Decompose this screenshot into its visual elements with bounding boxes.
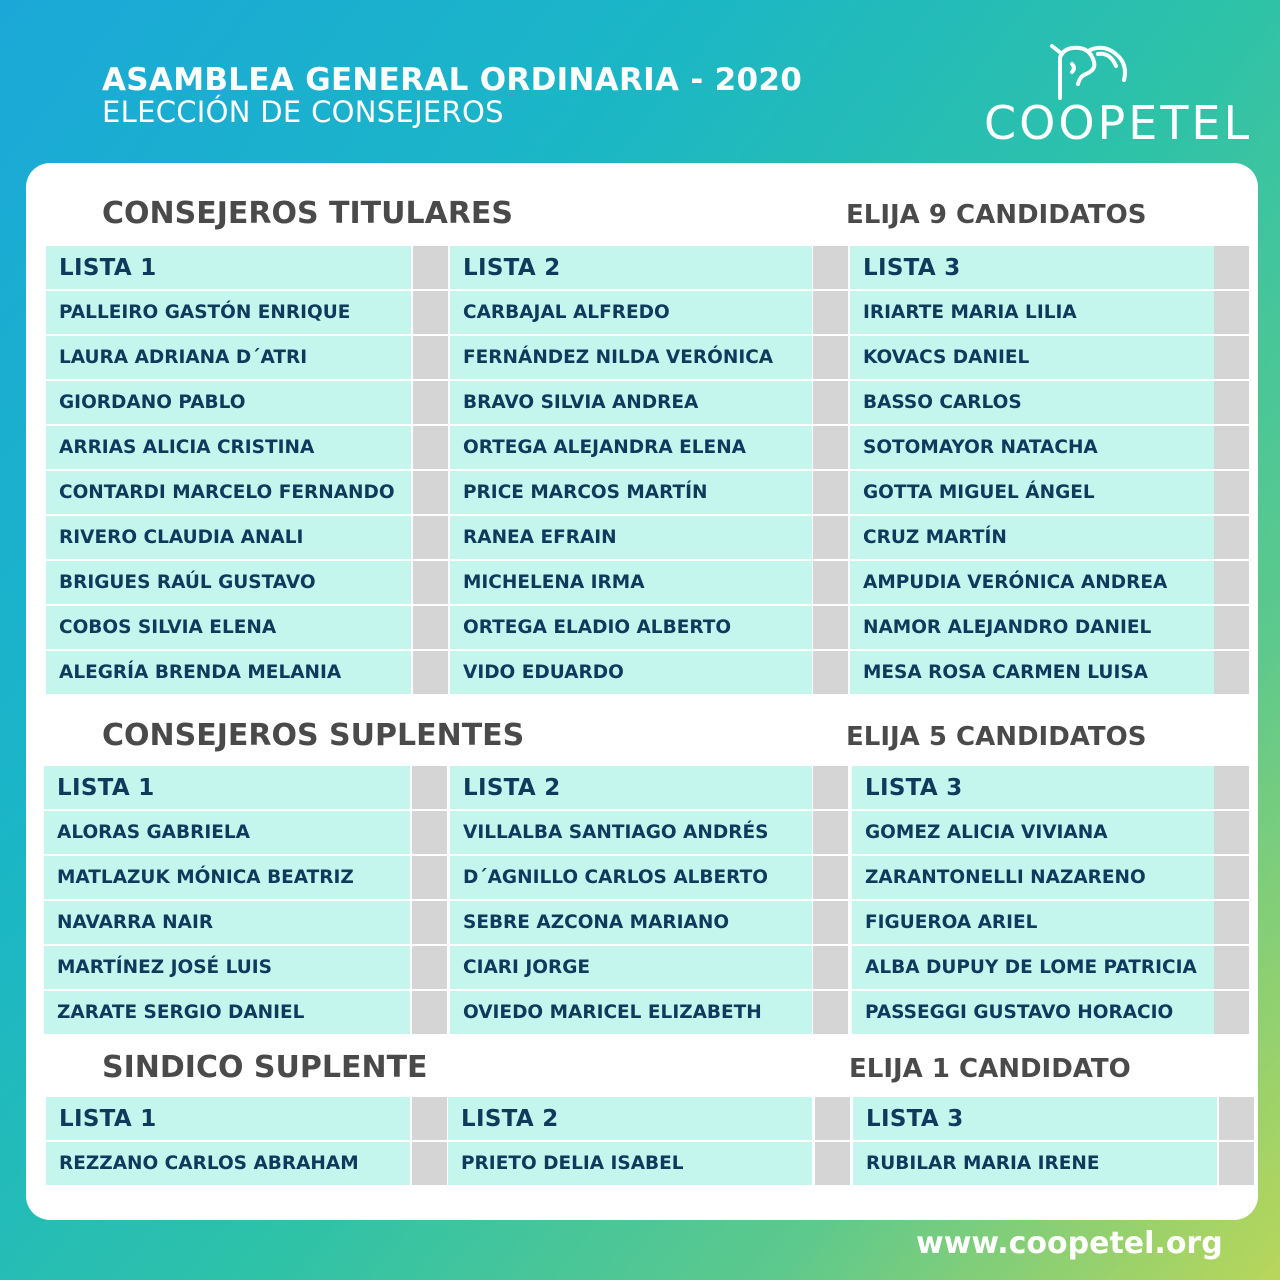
candidate-checkbox[interactable] xyxy=(413,561,448,604)
candidate-row xyxy=(850,381,1214,424)
candidate-name: REZZANO CARLOS ABRAHAM xyxy=(59,1153,359,1174)
candidate-row xyxy=(46,381,411,424)
candidate-name: BASSO CARLOS xyxy=(863,392,1022,413)
candidate-name: GOTTA MIGUEL ÁNGEL xyxy=(863,482,1095,503)
list-name: LISTA 3 xyxy=(865,774,963,801)
candidate-name: GOMEZ ALICIA VIVIANA xyxy=(865,822,1108,843)
candidate-checkbox[interactable] xyxy=(1214,291,1249,334)
section-title: CONSEJEROS SUPLENTES xyxy=(102,718,525,753)
candidate-name: IRIARTE MARIA LILIA xyxy=(863,302,1077,323)
candidate-row xyxy=(850,336,1214,379)
list-header xyxy=(46,246,411,289)
candidate-row xyxy=(46,471,411,514)
candidate-name: CARBAJAL ALFREDO xyxy=(463,302,670,323)
candidate-checkbox[interactable] xyxy=(813,336,848,379)
candidate-name: MARTÍNEZ JOSÉ LUIS xyxy=(57,957,272,978)
list-name: LISTA 3 xyxy=(863,254,961,281)
candidate-name: ARRIAS ALICIA CRISTINA xyxy=(59,437,315,458)
candidate-checkbox[interactable] xyxy=(813,811,848,854)
candidate-checkbox[interactable] xyxy=(813,561,848,604)
candidate-row xyxy=(850,651,1214,694)
candidate-row xyxy=(850,471,1214,514)
candidate-checkbox[interactable] xyxy=(815,1142,850,1185)
candidate-checkbox[interactable] xyxy=(1214,856,1249,899)
list-name: LISTA 3 xyxy=(866,1105,964,1132)
candidate-name: VILLALBA SANTIAGO ANDRÉS xyxy=(463,822,769,843)
candidate-row xyxy=(450,471,812,514)
candidate-name: ORTEGA ALEJANDRA ELENA xyxy=(463,437,746,458)
candidate-checkbox[interactable] xyxy=(813,651,848,694)
candidate-checkbox[interactable] xyxy=(413,336,448,379)
candidate-row xyxy=(44,991,410,1034)
candidate-row xyxy=(850,561,1214,604)
candidate-name: CONTARDI MARCELO FERNANDO xyxy=(59,482,395,503)
list-header-checkbox xyxy=(1214,246,1249,289)
list-header xyxy=(853,1097,1217,1140)
candidate-checkbox[interactable] xyxy=(412,1142,447,1185)
candidate-name: RIVERO CLAUDIA ANALI xyxy=(59,527,304,548)
candidate-row xyxy=(850,426,1214,469)
section-instruction: ELIJA 5 CANDIDATOS xyxy=(846,722,1147,752)
candidate-row xyxy=(450,606,812,649)
candidate-checkbox[interactable] xyxy=(813,471,848,514)
candidate-checkbox[interactable] xyxy=(813,901,848,944)
candidate-checkbox[interactable] xyxy=(1214,811,1249,854)
list-header xyxy=(44,766,410,809)
candidate-checkbox[interactable] xyxy=(813,606,848,649)
candidate-row xyxy=(46,426,411,469)
candidate-row xyxy=(450,381,812,424)
candidate-name: ALORAS GABRIELA xyxy=(57,822,250,843)
candidate-row xyxy=(450,291,812,334)
candidate-checkbox[interactable] xyxy=(813,426,848,469)
candidate-checkbox[interactable] xyxy=(813,856,848,899)
candidate-name: PALLEIRO GASTÓN ENRIQUE xyxy=(59,302,351,323)
candidate-name: ALBA DUPUY DE LOME PATRICIA xyxy=(865,957,1197,978)
candidate-checkbox[interactable] xyxy=(813,516,848,559)
list-header-checkbox xyxy=(815,1097,850,1140)
candidate-row xyxy=(46,606,411,649)
list-header xyxy=(850,246,1214,289)
candidate-name: D´AGNILLO CARLOS ALBERTO xyxy=(463,867,768,888)
list-header-checkbox xyxy=(1214,766,1249,809)
section-title: CONSEJEROS TITULARES xyxy=(102,196,514,231)
candidate-name: OVIEDO MARICEL ELIZABETH xyxy=(463,1002,762,1023)
candidate-row xyxy=(450,651,812,694)
candidate-checkbox[interactable] xyxy=(413,426,448,469)
candidate-checkbox[interactable] xyxy=(412,856,447,899)
candidate-name: PASSEGGI GUSTAVO HORACIO xyxy=(865,1002,1174,1023)
candidate-row xyxy=(450,901,812,944)
candidate-row xyxy=(46,291,411,334)
candidate-checkbox[interactable] xyxy=(412,901,447,944)
candidate-name: RANEA EFRAIN xyxy=(463,527,617,548)
candidate-checkbox[interactable] xyxy=(413,516,448,559)
candidate-checkbox[interactable] xyxy=(813,946,848,989)
candidate-row xyxy=(852,811,1214,854)
candidate-row xyxy=(44,946,410,989)
list-name: LISTA 2 xyxy=(461,1105,559,1132)
candidate-row xyxy=(44,811,410,854)
candidate-checkbox[interactable] xyxy=(1214,516,1249,559)
candidate-row xyxy=(44,901,410,944)
candidate-row xyxy=(850,606,1214,649)
candidate-name: NAMOR ALEJANDRO DANIEL xyxy=(863,617,1152,638)
candidate-row xyxy=(853,1142,1217,1185)
candidate-row xyxy=(46,561,411,604)
candidate-name: RUBILAR MARIA IRENE xyxy=(866,1153,1100,1174)
candidate-name: ZARANTONELLI NAZARENO xyxy=(865,867,1146,888)
candidate-checkbox[interactable] xyxy=(1214,471,1249,514)
candidate-checkbox[interactable] xyxy=(1214,606,1249,649)
logo-text: COOPETEL xyxy=(984,96,1253,150)
candidate-name: LAURA ADRIANA D´ATRI xyxy=(59,347,308,368)
list-header xyxy=(46,1097,410,1140)
candidate-name: COBOS SILVIA ELENA xyxy=(59,617,277,638)
candidate-row xyxy=(450,426,812,469)
candidate-name: CIARI JORGE xyxy=(463,957,591,978)
website-url[interactable]: www.coopetel.org xyxy=(916,1226,1223,1261)
candidate-name: CRUZ MARTÍN xyxy=(863,527,1007,548)
candidate-row xyxy=(46,516,411,559)
list-header xyxy=(448,1097,812,1140)
candidate-checkbox[interactable] xyxy=(413,606,448,649)
list-name: LISTA 1 xyxy=(59,1105,157,1132)
candidate-row xyxy=(450,856,812,899)
header-title: ASAMBLEA GENERAL ORDINARIA - 2020 xyxy=(102,62,803,98)
candidate-row xyxy=(46,336,411,379)
candidate-checkbox[interactable] xyxy=(813,381,848,424)
candidate-checkbox[interactable] xyxy=(1214,946,1249,989)
candidate-row xyxy=(850,516,1214,559)
section-instruction: ELIJA 9 CANDIDATOS xyxy=(846,200,1147,230)
candidate-name: FIGUEROA ARIEL xyxy=(865,912,1038,933)
list-header-checkbox xyxy=(412,1097,447,1140)
candidate-checkbox[interactable] xyxy=(412,946,447,989)
candidate-name: VIDO EDUARDO xyxy=(463,662,624,683)
candidate-row xyxy=(450,946,812,989)
candidate-row xyxy=(850,291,1214,334)
candidate-checkbox[interactable] xyxy=(1214,381,1249,424)
candidate-checkbox[interactable] xyxy=(1214,561,1249,604)
candidate-checkbox[interactable] xyxy=(413,291,448,334)
candidate-checkbox[interactable] xyxy=(413,651,448,694)
candidate-name: KOVACS DANIEL xyxy=(863,347,1030,368)
candidate-checkbox[interactable] xyxy=(1214,336,1249,379)
list-header-checkbox xyxy=(1219,1097,1254,1140)
candidate-row xyxy=(46,651,411,694)
unicorn-icon xyxy=(1024,40,1144,102)
candidate-name: AMPUDIA VERÓNICA ANDREA xyxy=(863,572,1168,593)
candidate-name: NAVARRA NAIR xyxy=(57,912,214,933)
candidate-checkbox[interactable] xyxy=(813,991,848,1034)
list-header-checkbox xyxy=(813,766,848,809)
candidate-name: MESA ROSA CARMEN LUISA xyxy=(863,662,1148,683)
candidate-checkbox[interactable] xyxy=(1214,651,1249,694)
list-header-checkbox xyxy=(412,766,447,809)
candidate-name: MATLAZUK MÓNICA BEATRIZ xyxy=(57,867,354,888)
candidate-row xyxy=(852,901,1214,944)
candidate-name: PRICE MARCOS MARTÍN xyxy=(463,482,708,503)
section-title: SINDICO SUPLENTE xyxy=(102,1050,428,1085)
candidate-row xyxy=(852,946,1214,989)
candidate-checkbox[interactable] xyxy=(1214,426,1249,469)
candidate-row xyxy=(450,516,812,559)
list-header-checkbox xyxy=(413,246,448,289)
candidate-name: MICHELENA IRMA xyxy=(463,572,645,593)
candidate-checkbox[interactable] xyxy=(412,991,447,1034)
candidate-name: BRIGUES RAÚL GUSTAVO xyxy=(59,572,316,593)
candidate-name: FERNÁNDEZ NILDA VERÓNICA xyxy=(463,347,774,368)
candidate-checkbox[interactable] xyxy=(412,811,447,854)
candidate-row xyxy=(852,991,1214,1034)
list-header-checkbox xyxy=(813,246,848,289)
candidate-row xyxy=(450,811,812,854)
list-name: LISTA 2 xyxy=(463,774,561,801)
candidate-name: SOTOMAYOR NATACHA xyxy=(863,437,1098,458)
list-name: LISTA 1 xyxy=(57,774,155,801)
list-name: LISTA 1 xyxy=(59,254,157,281)
candidate-name: BRAVO SILVIA ANDREA xyxy=(463,392,699,413)
candidate-name: ORTEGA ELADIO ALBERTO xyxy=(463,617,732,638)
candidate-checkbox[interactable] xyxy=(1214,901,1249,944)
section-instruction: ELIJA 1 CANDIDATO xyxy=(849,1054,1131,1084)
candidate-row xyxy=(44,856,410,899)
candidate-row xyxy=(852,856,1214,899)
candidate-checkbox[interactable] xyxy=(1219,1142,1254,1185)
coopetel-logo xyxy=(984,40,1253,150)
candidate-name: ZARATE SERGIO DANIEL xyxy=(57,1002,305,1023)
candidate-checkbox[interactable] xyxy=(413,471,448,514)
candidate-name: ALEGRÍA BRENDA MELANIA xyxy=(59,662,342,683)
candidate-name: SEBRE AZCONA MARIANO xyxy=(463,912,730,933)
candidate-checkbox[interactable] xyxy=(813,291,848,334)
candidate-row xyxy=(46,1142,410,1185)
list-header xyxy=(852,766,1214,809)
candidate-row xyxy=(450,336,812,379)
candidate-row xyxy=(450,561,812,604)
candidate-row xyxy=(448,1142,812,1185)
list-name: LISTA 2 xyxy=(463,254,561,281)
candidate-checkbox[interactable] xyxy=(1214,991,1249,1034)
candidate-checkbox[interactable] xyxy=(413,381,448,424)
candidate-name: PRIETO DELIA ISABEL xyxy=(461,1153,684,1174)
list-header xyxy=(450,246,812,289)
candidate-name: GIORDANO PABLO xyxy=(59,392,246,413)
list-header xyxy=(450,766,812,809)
candidate-row xyxy=(450,991,812,1034)
header-subtitle: ELECCIÓN DE CONSEJEROS xyxy=(102,95,504,129)
